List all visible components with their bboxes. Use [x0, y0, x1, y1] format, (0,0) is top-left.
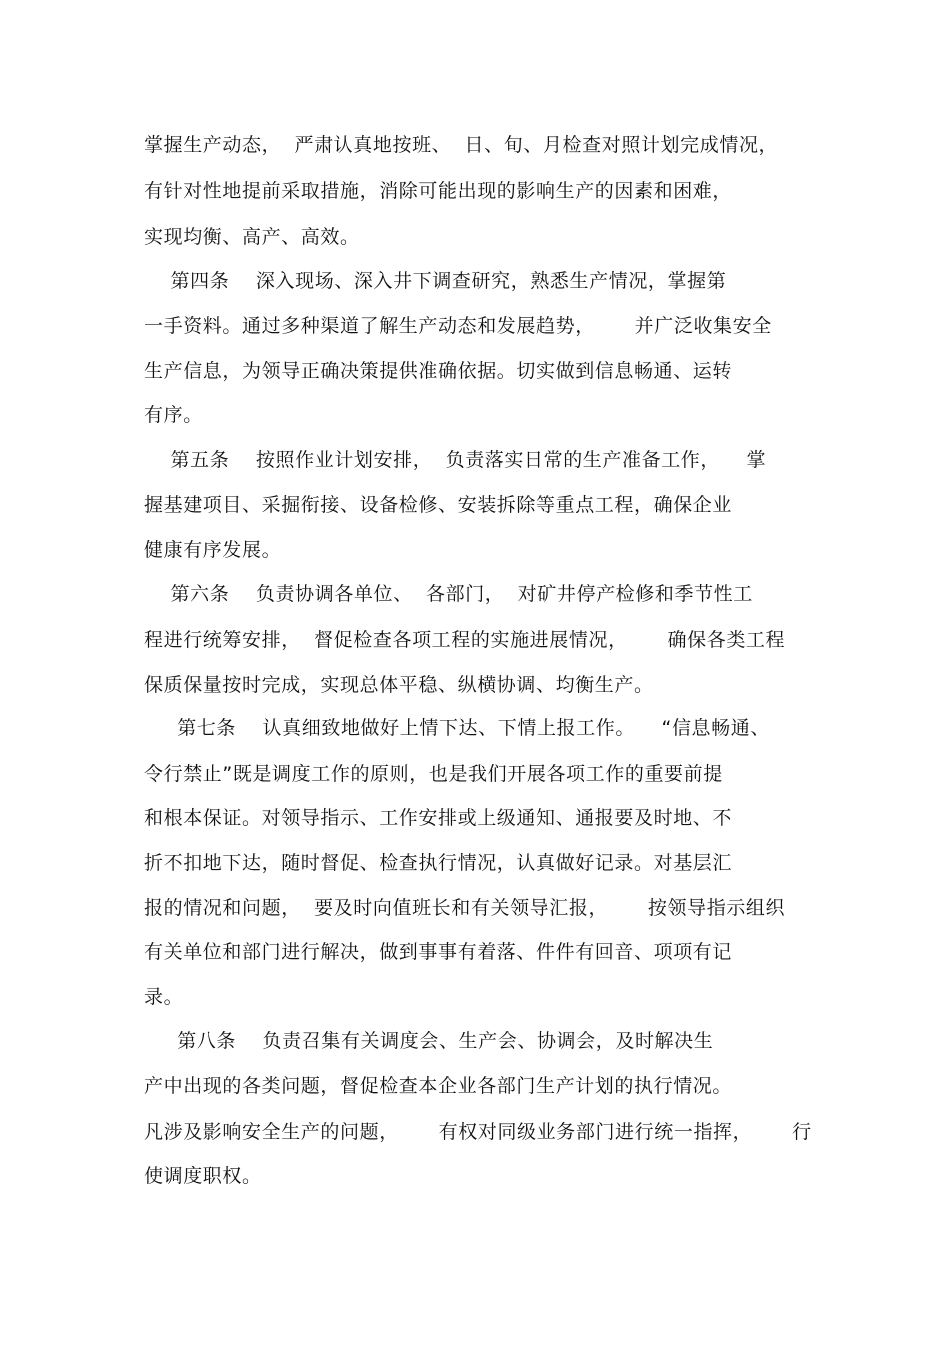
text-line: 有序。: [144, 404, 203, 426]
text-line: 握基建项目、采掘衔接、设备检修、安装拆除等重点工程，确保企业: [144, 494, 733, 516]
text-line: 一手资料。通过多种渠道了解生产动态和发展趋势， 并广泛收集安全: [144, 315, 772, 337]
text-line: 折不扣地下达，随时督促、检查执行情况，认真做好记录。对基层汇: [144, 852, 733, 874]
text-line: 健康有序发展。: [144, 539, 282, 561]
article-4-heading-line: 第四条 深入现场、深入井下调查研究，熟悉生产情况，掌握第: [144, 270, 727, 292]
text-line: 使调度职权。: [144, 1165, 262, 1187]
article-6-heading-line: 第六条 负责协调各单位、 各部门， 对矿井停产检修和季节性工: [144, 583, 753, 605]
text-line: 录。: [144, 986, 184, 1008]
text-line: 和根本保证。对领导指示、工作安排或上级通知、通报要及时地、不: [144, 807, 733, 829]
article-5-heading-line: 第五条 按照作业计划安排， 负责落实日常的生产准备工作， 掌: [144, 449, 767, 471]
text-line: 凡涉及影响安全生产的问题， 有权对同级业务部门进行统一指挥， 行: [144, 1121, 812, 1143]
text-line: 令行禁止”既是调度工作的原则，也是我们开展各项工作的重要前提: [144, 763, 723, 785]
text-line: 产中出现的各类问题，督促检查本企业各部门生产计划的执行情况。: [144, 1075, 733, 1097]
article-8-heading-line: 第八条 负责召集有关调度会、生产会、协调会，及时解决生: [144, 1030, 714, 1052]
text-line: 报的情况和问题， 要及时向值班长和有关领导汇报， 按领导指示组织: [144, 897, 786, 919]
text-line: 实现均衡、高产、高效。: [144, 226, 360, 248]
text-line: 保质保量按时完成，实现总体平稳、纵横协调、均衡生产。: [144, 674, 654, 696]
text-line: 有关单位和部门进行解决，做到事事有着落、件件有回音、项项有记: [144, 941, 733, 963]
text-line: 生产信息，为领导正确决策提供准确依据。切实做到信息畅通、运转: [144, 360, 733, 382]
text-line: 程进行统筹安排， 督促检查各项工程的实施进展情况， 确保各类工程: [144, 629, 786, 651]
text-line: 有针对性地提前采取措施，消除可能出现的影响生产的因素和困难，: [144, 180, 733, 202]
text-line: 掌握生产动态， 严肃认真地按班、 日、旬、月检查对照计划完成情况，: [144, 134, 779, 156]
article-7-heading-line: 第七条 认真细致地做好上情下达、下情上报工作。 “信息畅通、: [144, 717, 770, 739]
